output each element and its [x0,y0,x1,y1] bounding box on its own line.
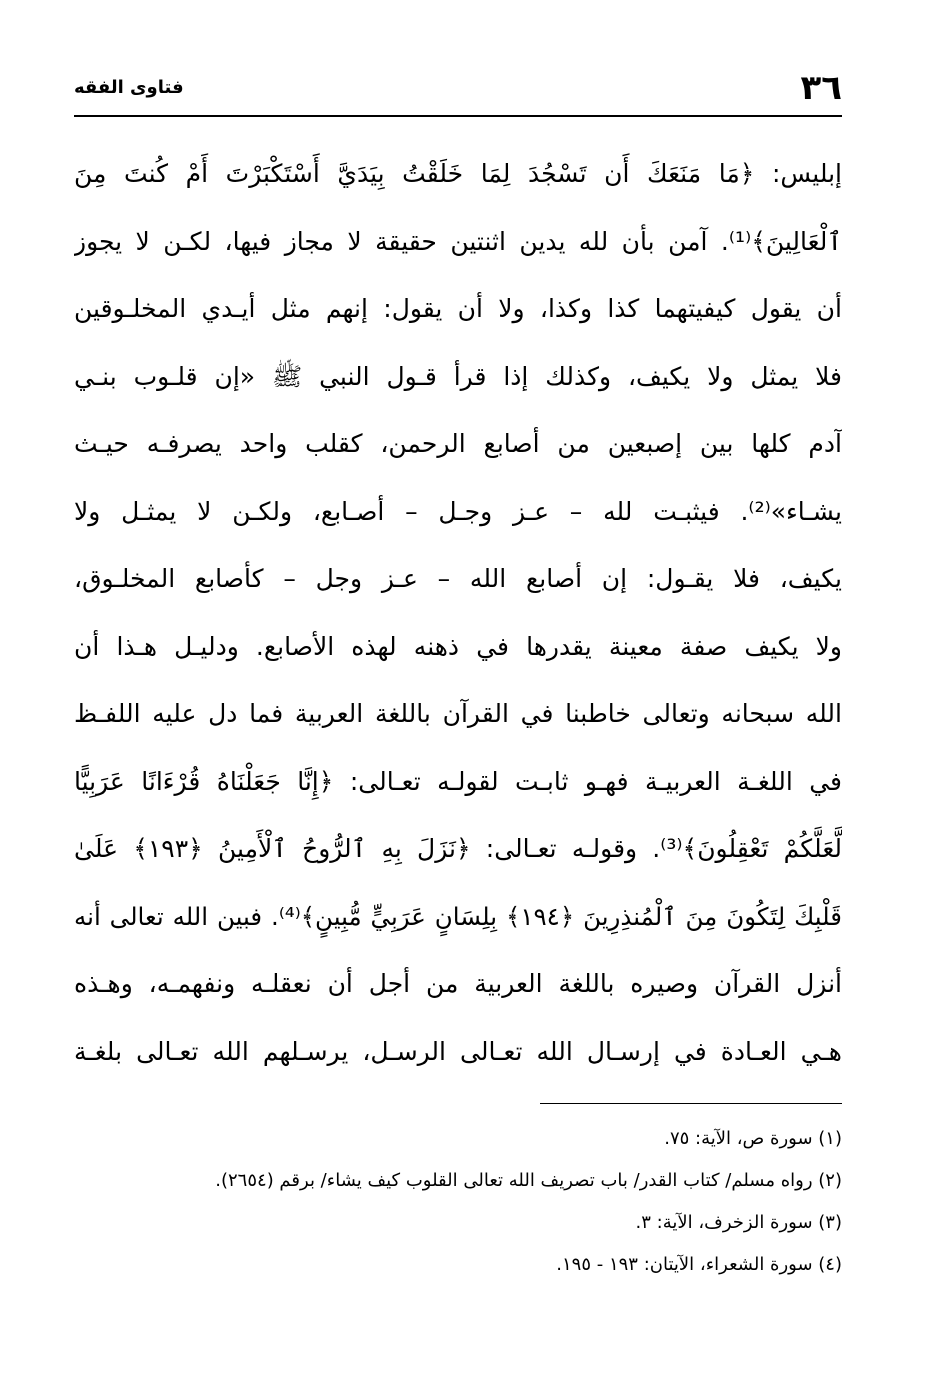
body-line: آدم كلها بين إصبعين من أصابع الرحمن، كقلب واحد يصرفـه حيـث [74,429,842,458]
body-line: الله سبحانه وتعالى خاطبنا في القرآن باللغة العربية فما دل عليه اللفـظ [74,699,842,728]
book-title: فتاوى الفقه [74,77,184,98]
footnote-item: (١) سورة ص، الآية: ٧٥. [664,1128,842,1149]
body-line: لَّعَلَّكُمْ تَعْقِلُونَ﴾⁽³⁾. وقولـه تعـالى: ﴿نَزَلَ بِهِ ٱلرُّوحُ ٱلْأَمِينُ ﴿١٩٣﴾ عَلَىٰ [74,834,842,863]
page-number: ٣٦ [800,68,842,108]
body-text [74,140,842,1085]
header-rule [74,115,842,117]
running-header [74,68,842,114]
body-line: إبليس: ﴿مَا مَنَعَكَ أَن تَسْجُدَ لِمَا خَلَقْتُ بِيَدَيَّ أَسْتَكْبَرْتَ أَمْ كُنتَ مِنَ [74,159,842,188]
footnote-item: (٢) رواه مسلم/ كتاب القدر/ باب تصريف الله تعالى القلوب كيف يشاء/ برقم (٢٦٥٤). [215,1170,842,1191]
body-line: ٱلْعَالِينَ﴾⁽¹⁾. آمن بأن لله يدين اثنتين حقيقة لا مجاز فيها، لكـن لا يجوز [74,226,842,256]
body-line: قَلْبِكَ لِتَكُونَ مِنَ ٱلْمُنذِرِينَ ﴿١٩٤﴾ بِلِسَانٍ عَرَبِيٍّ مُّبِينٍ﴾⁽⁴⁾. فبين الله تعالى أنه [74,901,842,931]
body-line: في اللغـة العربيـة فهـو ثابـت لقولـه تعـالى: ﴿إِنَّا جَعَلْنَاهُ قُرْءَانًا عَرَبِيًّا [74,766,842,796]
footnote-separator [540,1103,842,1104]
body-line: يكيف، فلا يقـول: إن أصابع الله – عـز وجل – كأصابع المخلـوق، [74,564,842,593]
body-line: فلا يمثل ولا يكيف، وكذلك إذا قرأ قـول النبي ﷺ «إن قلـوب بنـي [74,361,842,391]
body-line: أنزل القرآن وصيره باللغة العربية من أجل أن نعقلـه ونفهمـه، وهـذه [74,969,842,998]
body-line: هـي العـادة في إرسـال الله تعـالى الرسـل، يرسـلهم الله تعـالى بلغـة [74,1036,842,1066]
body-line: أن يقول كيفيتهما كذا وكذا، ولا أن يقول: إنهم مثل أيـدي المخلـوقين [74,294,842,323]
footnote-item: (٣) سورة الزخرف، الآية: ٣. [635,1212,842,1233]
footnote-item: (٤) سورة الشعراء، الآيتان: ١٩٣ - ١٩٥. [556,1254,842,1275]
footnotes [74,1118,842,1286]
body-line: يشـاء»⁽²⁾. فيثبـت لله – عـز وجـل – أصـابع، ولكـن لا يمثـل ولا [74,496,842,526]
body-line: ولا يكيف صفة معينة يقدرها في ذهنه لهذه الأصابع. ودليـل هـذا أن [74,631,842,661]
